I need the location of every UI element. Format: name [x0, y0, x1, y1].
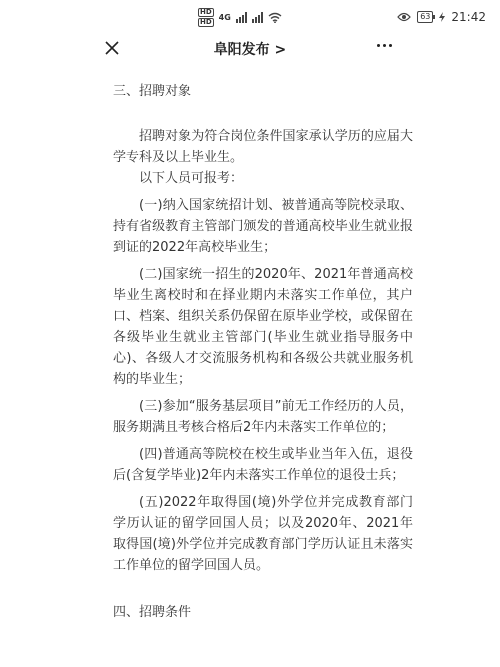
signal-icon — [236, 12, 247, 23]
eye-comfort-icon — [397, 12, 411, 22]
eligible-item: (四)普通高等院校在校生或毕业当年入伍，退役后(含复学毕业)2年内未落实工作单位的退役士兵； — [113, 447, 413, 483]
article-body — [113, 74, 413, 623]
hd-indicator — [198, 8, 214, 27]
eligible-intro: 以下人员可报考： — [139, 171, 244, 186]
nav-bar — [0, 34, 500, 64]
hd-label-2: HD — [200, 17, 212, 26]
close-icon[interactable] — [104, 40, 120, 56]
hd-label: HD — [200, 7, 212, 16]
eligible-item: (三)参加“服务基层项目”前无工作经历的人员，服务期满且考核合格后2年内未落实工作单位的； — [113, 399, 413, 435]
eligible-item: (二)国家统一招生的2020年、2021年普通高校毕业生离校时和在择业期内未落实工作单位，其户口、档案、组织关系仍保留在原毕业学校，或保留在各级毕业生就业主管部门(毕业生就业指导服务中心)、各级人才交流服务机构和各级公共就业服务机构的毕业生； — [113, 267, 413, 387]
signal-icon-2 — [252, 12, 263, 23]
status-bar — [0, 0, 500, 34]
account-title-link[interactable]: 阜阳发布 > — [213, 42, 287, 58]
status-right — [397, 10, 486, 24]
charging-icon — [439, 12, 445, 22]
section-heading: 三、招聘对象 — [113, 84, 192, 99]
wifi-icon — [268, 12, 282, 23]
battery-icon: 63 — [417, 11, 433, 23]
status-time: 21:42 — [451, 10, 486, 24]
status-indicators — [198, 8, 282, 27]
eligible-item: (五)2022年取得国(境)外学位并完成教育部门学历认证的留学回国人员；以及2020年、2021年取得国(境)外学位并完成教育部门学历认证且未落实工作单位的留学回国人员。 — [113, 495, 413, 573]
more-icon[interactable] — [377, 44, 392, 47]
eligible-item: (一)纳入国家统招计划、被普通高等院校录取、持有省级教育主管部门颁发的普通高校毕业生就业报到证的2022年高校毕业生； — [113, 198, 413, 255]
section-heading-2: 四、招聘条件 — [113, 605, 192, 620]
intro-paragraph: 招聘对象为符合岗位条件国家承认学历的应届大学专科及以上毕业生。 — [113, 129, 413, 165]
network-type: 4G — [218, 12, 231, 22]
